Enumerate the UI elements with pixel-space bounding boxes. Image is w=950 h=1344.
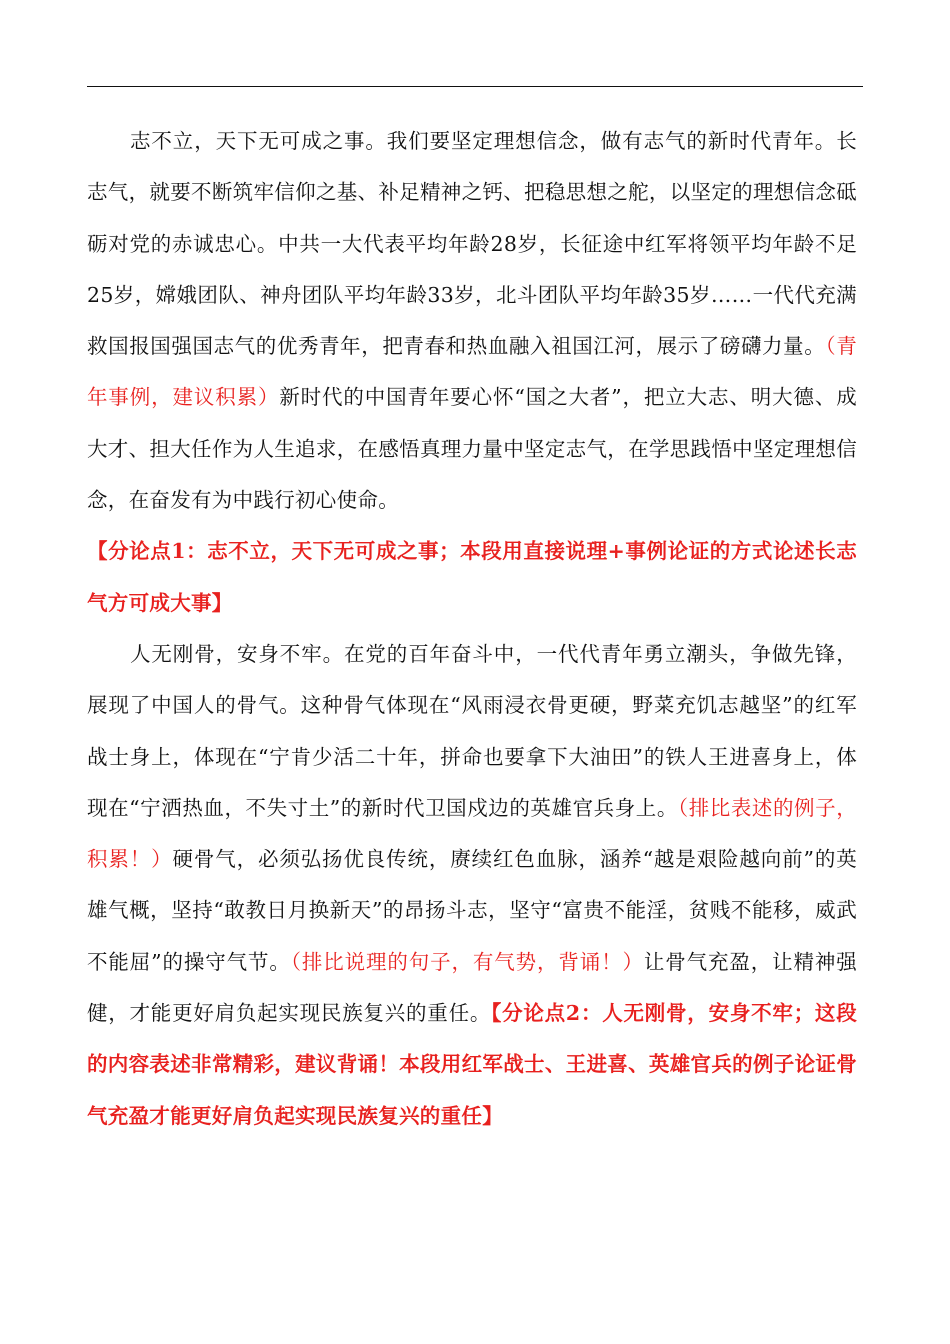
sub-argument-2: 【分论点2：人无刚骨，安身不牢；这段的内容表述非常精彩，建议背诵！本段用红军战士、王进喜、英雄官兵的例子论证骨气充盈才能更好肩负起实现民族复兴的重任】 [87, 1001, 857, 1128]
paragraph-ambition [87, 116, 857, 526]
document-body [87, 116, 857, 1142]
paragraph-text: 人无刚骨，安身不牢。在党的百年奋斗中，一代代青年勇立潮头，争做先锋，展现了中国人的骨气。这种骨气体现在“风雨浸衣骨更硬，野菜充饥志越坚”的红军战士身上，体现在“宁肯少活二十年，拼命也要拿下大油田”的铁人王进喜身上，体现在“宁洒热血，不失寸土”的新时代卫国戍边的英雄官兵身上。 [87, 641, 857, 820]
annotation-note: （青年事例，建议积累） [87, 334, 857, 410]
paragraph-backbone [87, 629, 857, 1142]
annotation-note: （排比表述的例子，积累！） [87, 795, 857, 872]
sub-argument-1: 【分论点1：志不立，天下无可成之事；本段用直接说理+事例论证的方式论述长志气方可成大事】 [87, 539, 857, 615]
paragraph-text: 新时代的中国青年要心怀“国之大者”，把立大志、明大德、成大才、担大任作为人生追求，在感悟真理力量中坚定志气，在学思践悟中坚定理想信念，在奋发有为中践行初心使命。 [87, 385, 857, 513]
paragraph-text: 让骨气充盈，让精神强健，才能更好肩负起实现民族复兴的重任。 [87, 949, 857, 1026]
paragraph-text: 志不立，天下无可成之事。我们要坚定理想信念，做有志气的新时代青年。长志气，就要不断筑牢信仰之基、补足精神之钙、把稳思想之舵，以坚定的理想信念砥砺对党的赤诚忠心。中共一大代表平均年龄28岁，长征途中红军将领平均年龄不足25岁，嫦娥团队、神舟团队平均年龄33岁，北斗团队平均年龄35岁……一代代充满救国报国强国志气的优秀青年，把青春和热血融入祖国江河，展示了磅礴力量。 [87, 129, 857, 359]
header-rule [87, 86, 863, 87]
annotation-note: （排比说理的句子，有气势，背诵！） [290, 949, 644, 974]
paragraph-text: 硬骨气，必须弘扬优良传统，赓续红色血脉，涵养“越是艰险越向前”的英雄气概，坚持“敢教日月换新天”的昂扬斗志，坚守“富贵不能淫，贫贱不能移，威武不能屈”的操守气节。 [87, 847, 858, 974]
